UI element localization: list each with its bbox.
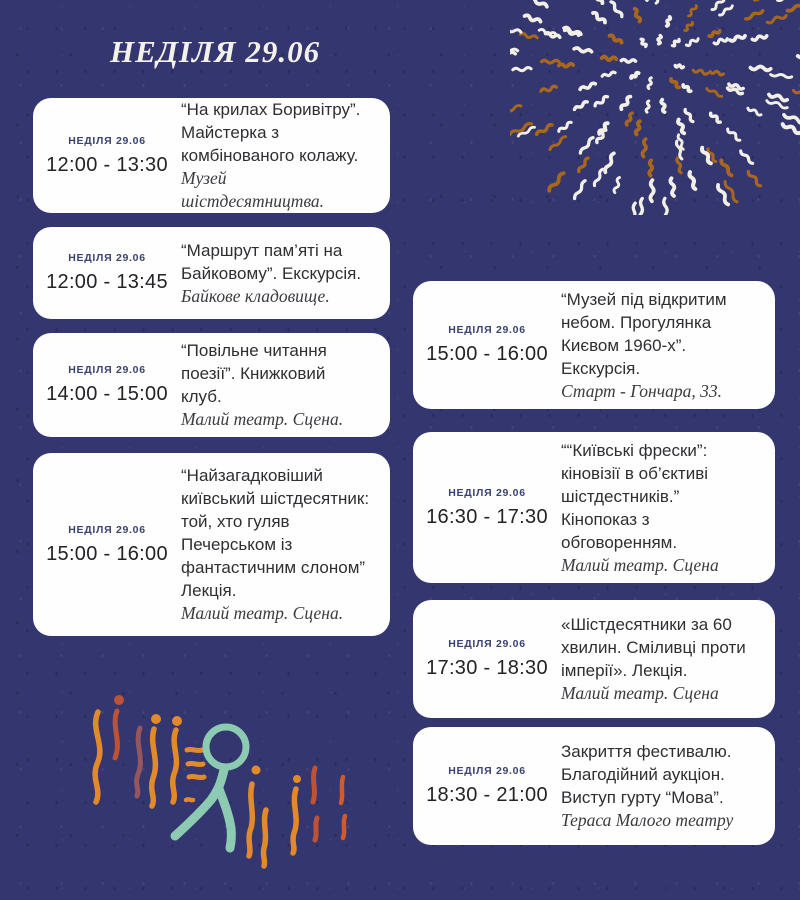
event-card (413, 432, 775, 583)
event-time: 15:00 - 16:00 (426, 343, 548, 365)
event-card (413, 600, 775, 718)
crowd-doodle-icon (60, 690, 380, 880)
firework-burst-icon (510, 0, 800, 215)
event-description (561, 613, 775, 705)
event-info (413, 765, 561, 807)
event-venue: Малий театр. Сцена. (181, 409, 344, 429)
event-date: НЕДІЛЯ 29.06 (68, 252, 146, 264)
event-info (33, 252, 181, 294)
event-info (413, 487, 561, 529)
event-description (561, 740, 775, 832)
event-info (33, 135, 181, 177)
event-description (181, 239, 390, 308)
event-venue: Старт - Гончара, 33. (561, 380, 722, 401)
event-date: НЕДІЛЯ 29.06 (68, 523, 146, 536)
event-card (33, 453, 390, 636)
event-description (561, 439, 775, 577)
event-venue: Малий театр. Сцена (561, 554, 719, 575)
event-text: “Музей під відкритим небом. Прогулянка Києвом 1960-х”. Екскурсія. (561, 289, 727, 378)
event-description (181, 464, 390, 625)
event-text: “Маршрут пам’яті на Байковому”. Екскурсія. (181, 240, 362, 283)
event-date: НЕДІЛЯ 29.06 (68, 134, 146, 147)
event-text: ““Київські фрески”: кіновізії в об’єктиві шістдестників.” Кінопоказ з обговоренням. (561, 440, 708, 552)
event-venue: Музей шістдесятництва. (181, 168, 325, 211)
event-venue: Малий театр. Сцена. (181, 603, 344, 623)
event-card (33, 333, 390, 437)
event-time: 12:00 - 13:45 (46, 271, 168, 293)
event-text: “Найзагадковіший київський шістдесятник: той, хто гуляв Печерськом із фантастичним слоном” Лекція. (181, 466, 370, 600)
event-info (413, 324, 561, 366)
event-text: «Шістдесятники за 60 хвилин. Сміливці проти імперії». Лекція. (561, 615, 746, 680)
event-date: НЕДІЛЯ 29.06 (448, 486, 526, 499)
event-venue: Малий театр. Сцена (561, 683, 719, 703)
event-description (561, 288, 775, 403)
event-time: 17:30 - 18:30 (426, 657, 548, 679)
page-title: НЕДІЛЯ 29.06 (110, 34, 321, 69)
event-card (413, 727, 775, 845)
event-description (181, 339, 390, 431)
event-text: Закриття фестивалю. Благодійний аукціон. Виступ гурту “Мова”. (561, 742, 732, 807)
event-description (181, 98, 390, 213)
event-venue: Байкове кладовище. (181, 285, 330, 306)
event-card (33, 227, 390, 319)
event-time: 12:00 - 13:30 (46, 153, 168, 176)
event-card (33, 98, 390, 213)
event-time: 15:00 - 16:00 (46, 542, 168, 565)
event-card (413, 281, 775, 409)
event-date: НЕДІЛЯ 29.06 (448, 638, 526, 650)
event-date: НЕДІЛЯ 29.06 (448, 324, 526, 336)
event-date: НЕДІЛЯ 29.06 (448, 765, 526, 777)
event-text: “Повільне читання поезії”. Книжковий клуб. (181, 341, 327, 406)
event-time: 18:30 - 21:00 (426, 784, 548, 806)
event-venue: Тераса Малого театру (561, 810, 734, 830)
event-time: 14:00 - 15:00 (46, 383, 168, 405)
event-date: НЕДІЛЯ 29.06 (68, 364, 146, 376)
event-info (33, 364, 181, 406)
event-text: “На крилах Боривітру”. Майстерка з комбінованого колажу. (181, 100, 361, 165)
event-time: 16:30 - 17:30 (426, 505, 548, 528)
event-info (33, 524, 181, 566)
event-info (413, 638, 561, 680)
